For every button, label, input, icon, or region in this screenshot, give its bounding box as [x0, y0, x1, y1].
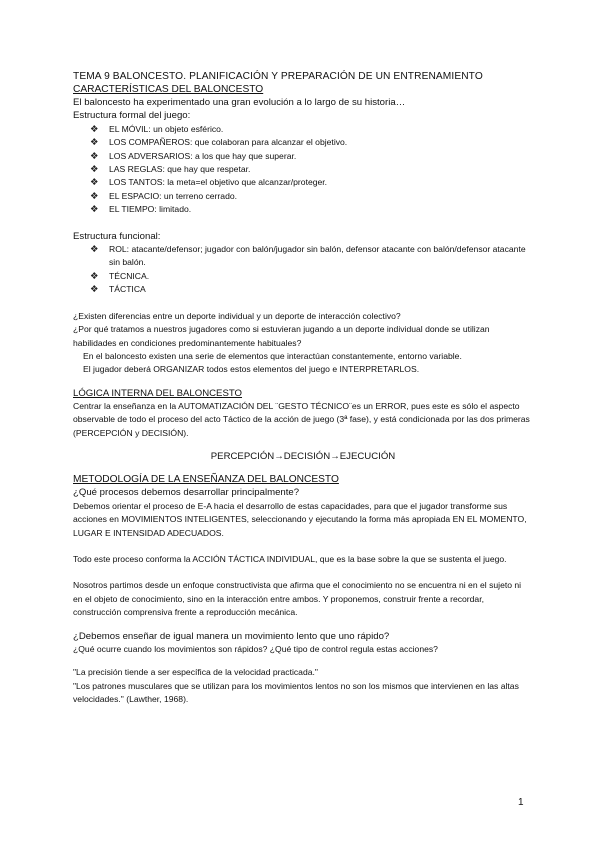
diamond-bullet-icon: ❖ — [90, 190, 99, 202]
sequence-line: PERCEPCIÓN→DECISIÓN→EJECUCIÓN — [210, 450, 396, 462]
list-item: ❖ EL TIEMPO: limitado. — [90, 204, 192, 216]
list-item: ❖ TÉCNICA. — [90, 270, 150, 282]
question-paragraph: ¿Existen diferencias entre un deporte individual y un deporte de interacción colectivo? — [73, 310, 401, 321]
section-heading-caracteristicas: CARACTERÍSTICAS DEL BALONCESTO — [73, 84, 264, 95]
question-paragraph: ¿Qué procesos debemos desarrollar principalmente? — [73, 487, 300, 499]
list-item: ❖ LOS TANTOS: la meta=el objetivo que alcanzar/proteger. — [90, 177, 328, 189]
diamond-bullet-icon: ❖ — [90, 137, 99, 149]
functional-structure-list — [73, 243, 533, 297]
diamond-bullet-icon: ❖ — [90, 123, 99, 135]
diamond-bullet-icon: ❖ — [90, 177, 99, 189]
intro-paragraph: El baloncesto ha experimentado una gran evolución a lo largo de su historia… — [73, 97, 406, 108]
diamond-bullet-icon: ❖ — [90, 244, 99, 256]
list-item: ❖ LOS ADVERSARIOS: a los que hay que superar. — [90, 150, 297, 162]
quote-paragraph: "Los patrones musculares que se utilizan para los movimientos lentos no son los mismos que intervienen en las altas velocidades." (Lawther, 1968). — [73, 680, 519, 705]
list-item: ❖ ROL: atacante/defensor; jugador con balón/jugador sin balón, defensor atacante con balón/defensor atacante sin balón. — [90, 244, 526, 268]
document-title: TEMA 9 BALONCESTO. PLANIFICACIÓN Y PREPARACIÓN DE UN ENTRENAMIENTO — [73, 71, 483, 82]
list-item: ❖ LAS REGLAS: que hay que respetar. — [90, 164, 251, 176]
logica-paragraph: Centrar la enseñanza en la AUTOMATIZACIÓN DEL ¨GESTO TÉCNICO¨es un ERROR, pues este es sólo el aspecto observable de todo el proceso del acto Táctico de la acción de juego (3ª fase), y está condicionada por las dos primeras (PERCEPCIÓN y DECISIÓN). — [73, 400, 530, 438]
question-paragraph: ¿Qué ocurre cuando los movimientos son rápidos? ¿Qué tipo de control regula estas acciones? — [73, 644, 438, 654]
document-page — [73, 70, 533, 707]
diamond-bullet-icon: ❖ — [90, 204, 99, 216]
formal-structure-list — [73, 123, 533, 217]
body-paragraph: Nosotros partimos desde un enfoque constructivista que afirma que el conocimiento no se encuentra ni en el sujeto ni en el objeto de conocimiento, sino en la interacción entre ambos. Y proponemos, construir frente a recordar, construcción comprensiva frente a reproducción mecánica. — [73, 580, 522, 618]
question-paragraph: ¿Por qué tratamos a nuestros jugadores como si estuvieran jugando a un deporte individual donde se utilizan habilidades en condiciones predominantemente habituales? — [73, 324, 490, 348]
diamond-bullet-icon: ❖ — [90, 284, 99, 296]
section-heading-metodologia: METODOLOGÍA DE LA ENSEÑANZA DEL BALONCESTO — [73, 474, 339, 486]
body-paragraph: Todo este proceso conforma la ACCIÓN TÁCTICA INDIVIDUAL, que es la base sobre la que se sustenta el juego. — [73, 553, 507, 564]
quote-paragraph: "La precisión tiende a ser específica de la velocidad practicada." — [73, 667, 318, 678]
diamond-bullet-icon: ❖ — [90, 270, 99, 282]
page-number: 1 — [518, 797, 524, 808]
list-item: ❖ EL ESPACIO: un terreno cerrado. — [90, 190, 238, 202]
list-item: ❖ LOS COMPAÑEROS: que colaboran para alcanzar el objetivo. — [90, 137, 348, 149]
functional-structure-heading: Estructura funcional: — [73, 230, 161, 242]
diamond-bullet-icon: ❖ — [90, 164, 99, 176]
section-heading-logica-interna: LÓGICA INTERNA DEL BALONCESTO — [73, 387, 243, 399]
list-item: ❖ EL MÓVIL: un objeto esférico. — [90, 123, 224, 135]
list-item: ❖ TÁCTICA — [90, 284, 146, 296]
diamond-bullet-icon: ❖ — [90, 150, 99, 162]
body-paragraph: Debemos orientar el proceso de E-A hacia el desarrollo de estas capacidades, para que el jugador transforme sus acciones en MOVIMIENTOS INTELIGENTES, seleccionando y ejecutando la forma más apropiada EN EL MOMENTO, LUGAR E INTENSIDAD ADECUADOS. — [73, 500, 527, 538]
question-paragraph: ¿Debemos enseñar de igual manera un movimiento lento que uno rápido? — [73, 630, 390, 642]
answer-paragraph: El jugador deberá ORGANIZAR todos estos elementos del juego e INTERPRETARLOS. — [83, 364, 420, 375]
answer-paragraph: En el baloncesto existen una serie de elementos que interactúan constantemente, entorno variable. — [83, 350, 462, 361]
formal-structure-heading: Estructura formal del juego: — [73, 110, 191, 122]
